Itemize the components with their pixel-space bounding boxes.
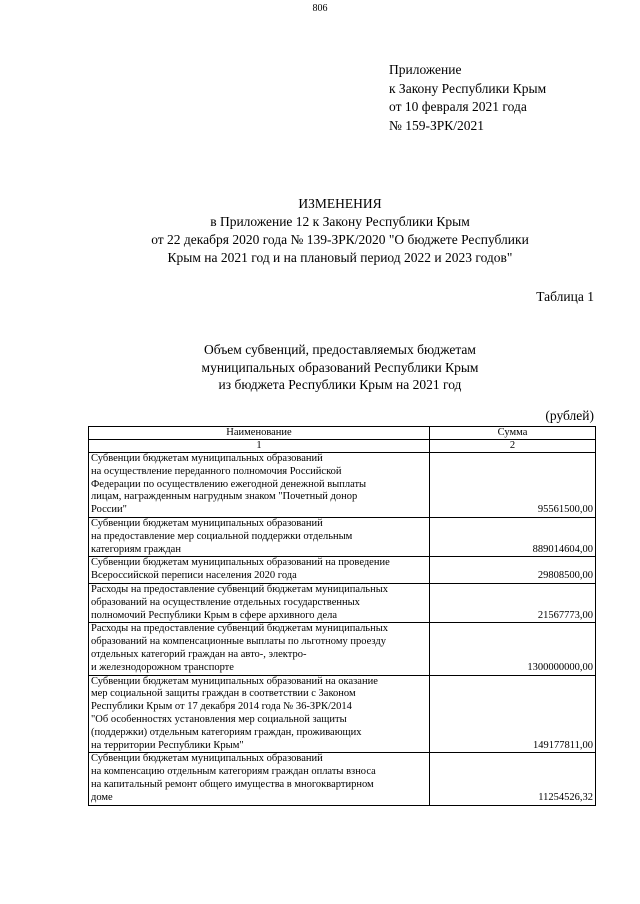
row-name-cell [89,517,430,556]
table-row [89,623,596,675]
column-number: 1 [89,440,430,453]
row-sum-cell: 1300000000,00 [430,623,596,675]
appendix-reference [389,61,629,135]
row-name-line: Всероссийской переписи населения 2020 года [91,570,297,582]
row-sum-cell: 889014604,00 [430,517,596,556]
row-name-line: Субвенции бюджетам муниципальных образований [91,517,323,529]
row-name-line: категориям граждан [91,543,181,555]
row-name-line: и железнодорожном транспорте [91,661,234,673]
header-sum: Сумма [430,427,596,440]
row-sum-cell: 11254526,32 [430,753,596,805]
row-name-line: полномочий Республики Крым в сфере архивного дела [91,609,338,621]
page-number: 806 [312,3,328,14]
row-name-line: Субвенции бюджетам муниципальных образований [91,753,323,765]
row-name-line: Расходы на предоставление субвенций бюджетам муниципальных [91,623,389,635]
row-name-line: Федерации по осуществлению ежегодной денежной выплаты [91,478,367,490]
row-name-line: Республики Крым от 17 декабря 2014 года № 36-ЗРК/2014 [91,701,352,713]
table-heading [120,341,560,394]
table-heading-line: из бюджета Республики Крым на 2021 год [218,377,462,392]
appendix-line: № 159-ЗРК/2021 [389,117,485,133]
row-name-line: на компенсацию отдельным категориям граждан оплаты взноса [91,766,376,778]
row-name-cell [89,453,430,518]
table-heading-line: Объем субвенций, предоставляемых бюджетам [204,342,476,357]
table-row [89,453,596,518]
table-row [89,583,596,622]
row-name-line: на предоставление мер социальной поддержки отдельным [91,530,353,542]
units-label: (рублей) [545,408,594,423]
row-sum-cell: 149177811,00 [430,675,596,753]
row-sum-cell: 21567773,00 [430,583,596,622]
table-row [89,675,596,753]
row-sum-cell: 95561500,00 [430,453,596,518]
row-name-line: мер социальной защиты граждан в соответствии с Законом [91,688,356,700]
column-number-row [89,440,596,453]
table-header-row [89,427,596,440]
table-row [89,557,596,584]
changes-title-line: в Приложение 12 к Закону Республики Крым [210,214,470,229]
changes-title-line: ИЗМЕНЕНИЯ [298,196,382,211]
changes-title-line: от 22 декабря 2020 года № 139-ЗРК/2020 "О бюджете Республики [151,232,529,247]
changes-title [100,195,580,267]
row-name-cell [89,557,430,584]
row-name-line: образований на осуществление отдельных государственных [91,596,360,608]
row-name-cell [89,623,430,675]
appendix-line: к Закону Республики Крым [389,80,547,96]
row-name-cell [89,675,430,753]
row-name-line: "Об особенностях установления мер социальной защиты [91,713,347,725]
row-name-line: на осуществление переданного полномочия Российской [91,465,342,477]
table-row [89,517,596,556]
table-row [89,753,596,805]
row-sum-cell: 29808500,00 [430,557,596,584]
header-name: Наименование [89,427,430,440]
row-name-line: на капитальный ремонт общего имущества в многоквартирном [91,778,374,790]
table-label: Таблица 1 [536,289,594,304]
row-name-line: Расходы на предоставление субвенций бюджетам муниципальных [91,583,389,595]
row-name-line: Субвенции бюджетам муниципальных образований на оказание [91,675,378,687]
row-name-line: отдельных категорий граждан на авто-, электро- [91,648,307,660]
row-name-line: Субвенции бюджетам муниципальных образований [91,453,323,464]
row-name-line: образований на компенсационные выплаты по льготному проезду [91,636,386,648]
row-name-cell [89,583,430,622]
subventions-table [88,426,596,806]
row-name-line: России" [91,504,127,516]
row-name-line: на территории Республики Крым" [91,739,244,751]
row-name-cell [89,753,430,805]
appendix-line: от 10 февраля 2021 года [389,99,527,114]
row-name-line: Субвенции бюджетам муниципальных образований на проведение [91,557,390,569]
row-name-line: (поддержки) отдельным категориям граждан, проживающих [91,726,362,738]
appendix-line: Приложение [389,62,462,77]
changes-title-line: Крым на 2021 год и на плановый период 2022 и 2023 годов" [167,250,513,265]
row-name-line: лицам, награжденным нагрудным знаком "Почетный донор [91,491,358,503]
row-name-line: доме [91,791,113,803]
table-heading-line: муниципальных образований Республики Крым [201,359,479,375]
column-number: 2 [430,440,596,453]
